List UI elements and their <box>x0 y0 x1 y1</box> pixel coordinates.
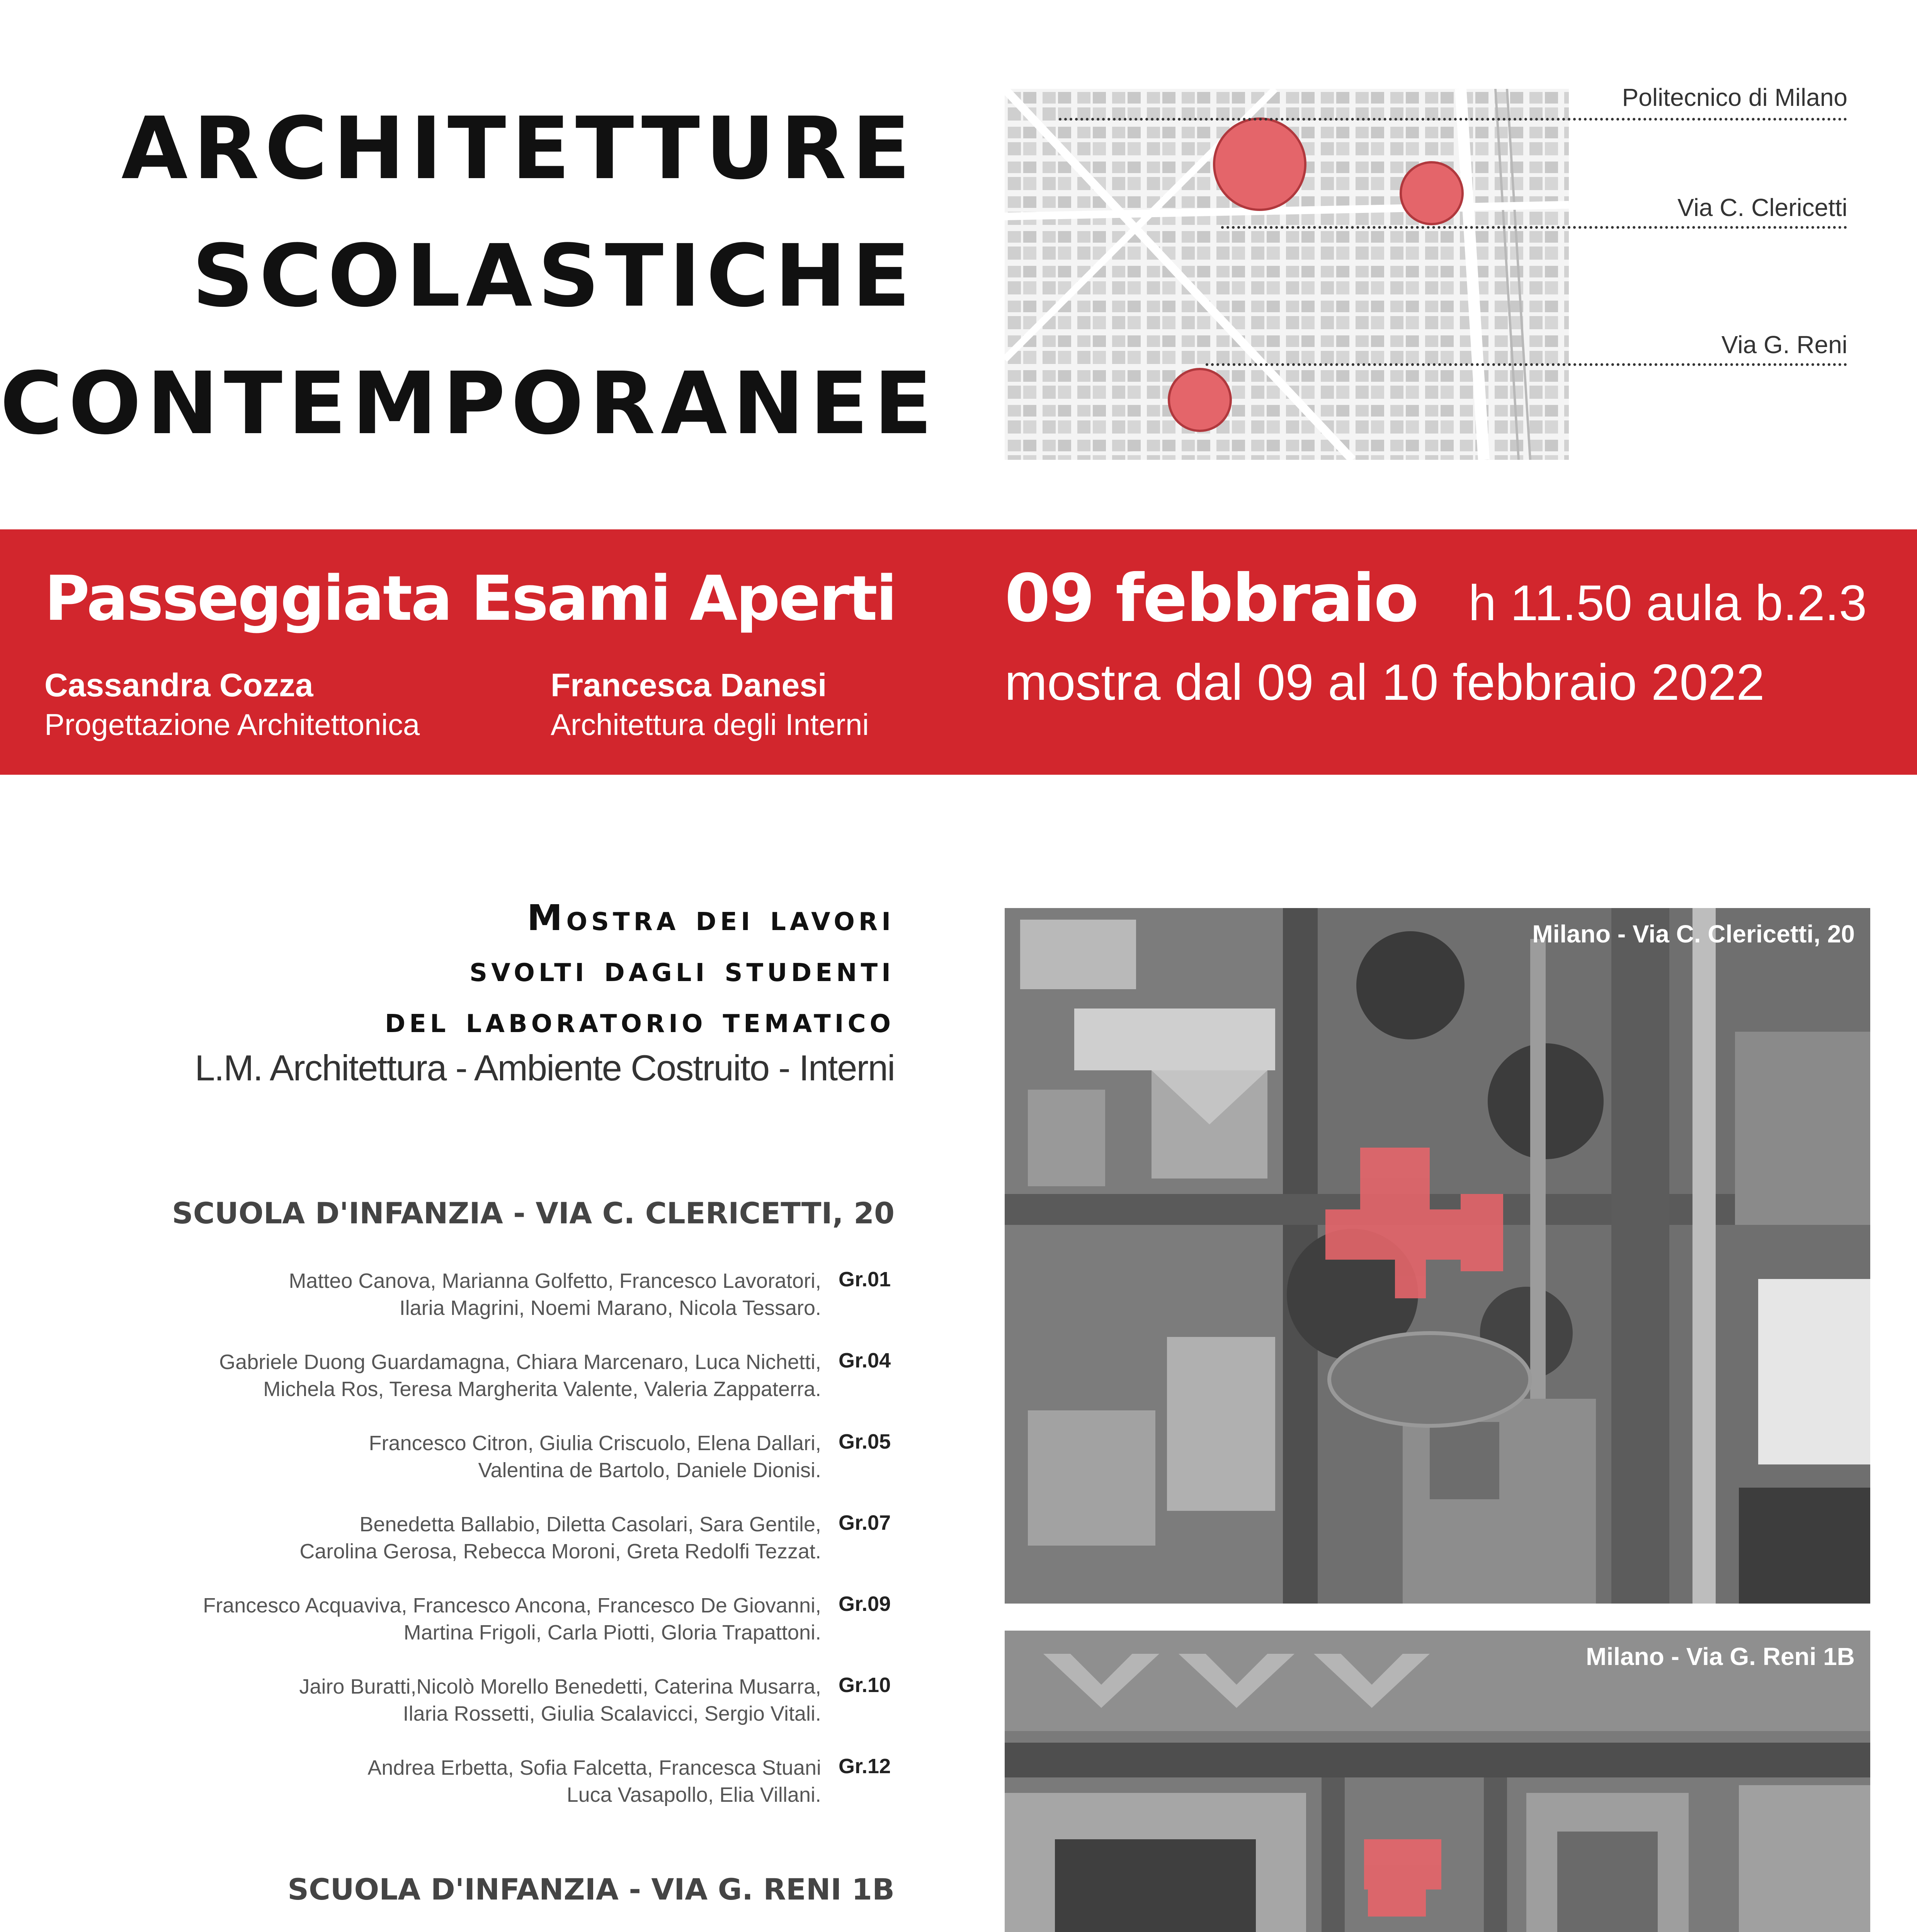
mostra-line-3: del laboratorio tematico <box>384 999 895 1041</box>
map-marker-reni <box>1169 369 1231 431</box>
title-line-3: CONTEMPORANEE <box>0 354 938 454</box>
group-names: Gabriele Duong Guardamagna, Chiara Marcenaro, Luca Nichetti, Michela Ros, Teresa Margherita Valente, Valeria Zappaterra. <box>219 1350 821 1401</box>
map-label-politecnico: Politecnico di Milano <box>1622 83 1847 111</box>
title-line-2: SCOLASTICHE <box>192 226 916 326</box>
group-names: Francesco Acquaviva, Francesco Ancona, Francesco De Giovanni, Martina Frigoli, Carla Piotti, Gloria Trapattoni. <box>203 1594 821 1644</box>
leader-line-politecnico <box>1059 118 1847 121</box>
group-code: Gr.09 <box>839 1592 891 1616</box>
aerial-label-reni: Milano - Via G. Reni 1B <box>1586 1643 1855 1670</box>
teacher-name: Cassandra Cozza <box>44 667 313 703</box>
group-names: Jairo Buratti,Nicolò Morello Benedetti, Caterina Musarra, Ilaria Rossetti, Giulia Scalavicci, Sergio Vitali. <box>299 1675 821 1725</box>
map-marker-clericetti <box>1401 162 1463 224</box>
mostra-line-2: svolti dagli studenti <box>469 948 895 990</box>
aerial-photo-clericetti <box>1005 908 1870 1604</box>
map-label-clericetti: Via C. Clericetti <box>1677 194 1847 221</box>
exhibition-dates: mostra dal 09 al 10 febbraio 2022 <box>1005 654 1765 711</box>
leader-line-clericetti <box>1221 226 1847 229</box>
teacher-course: Progettazione Architettonica <box>44 707 420 742</box>
mostra-subtitle: L.M. Architettura - Ambiente Costruito - Interni <box>195 1048 895 1088</box>
group-code: Gr.12 <box>839 1755 891 1778</box>
map-marker-politecnico <box>1214 119 1305 210</box>
teacher-name: Francesca Danesi <box>551 667 827 703</box>
group-code: Gr.05 <box>839 1430 891 1453</box>
group-code: Gr.10 <box>839 1673 891 1697</box>
aerial-image-clericetti <box>1005 908 1870 1604</box>
teacher-2 <box>551 667 869 742</box>
title-line-1: ARCHITETTURE <box>121 99 916 199</box>
map-label-reni: Via G. Reni <box>1721 331 1847 359</box>
group-code: Gr.04 <box>839 1349 891 1372</box>
mostra-line-1: Mostra dei lavori <box>527 897 895 939</box>
event-time-room: h 11.50 aula b.2.3 <box>1468 575 1867 631</box>
site-map <box>1005 89 1569 460</box>
aerial-label-clericetti: Milano - Via C. Clericetti, 20 <box>1532 920 1855 948</box>
school-title-reni: SCUOLA D'INFANZIA - VIA G. RENI 1B <box>287 1872 895 1906</box>
group-code: Gr.01 <box>839 1268 891 1291</box>
poster-title <box>0 85 938 468</box>
event-band <box>0 529 1917 775</box>
group-names: Matteo Canova, Marianna Golfetto, Francesco Lavoratori, Ilaria Magrini, Noemi Marano, Nicola Tessaro. <box>289 1269 821 1320</box>
teacher-course: Architettura degli Interni <box>551 707 869 742</box>
group-names: Francesco Citron, Giulia Criscuolo, Elena Dallari, Valentina de Bartolo, Daniele Dionisi. <box>369 1432 821 1482</box>
group-code: Gr.07 <box>839 1511 891 1534</box>
group-names: Benedetta Ballabio, Diletta Casolari, Sara Gentile, Carolina Gerosa, Rebecca Moroni, Greta Redolfi Tezzat. <box>299 1513 821 1563</box>
teacher-1 <box>44 667 420 742</box>
site-map-graphic <box>1005 89 1569 460</box>
exhibition-description <box>0 893 895 1089</box>
aerial-photo-reni <box>1005 1631 1870 1932</box>
event-title: Passeggiata Esami Aperti <box>44 562 896 634</box>
aerial-image-reni <box>1005 1631 1870 1932</box>
leader-line-reni <box>1206 363 1847 366</box>
event-date: 09 febbraio <box>1005 560 1418 637</box>
group-names: Andrea Erbetta, Sofia Falcetta, Francesca Stuani Luca Vasapollo, Elia Villani. <box>367 1756 821 1806</box>
school-title-clericetti: SCUOLA D'INFANZIA - VIA C. CLERICETTI, 20 <box>172 1196 895 1230</box>
